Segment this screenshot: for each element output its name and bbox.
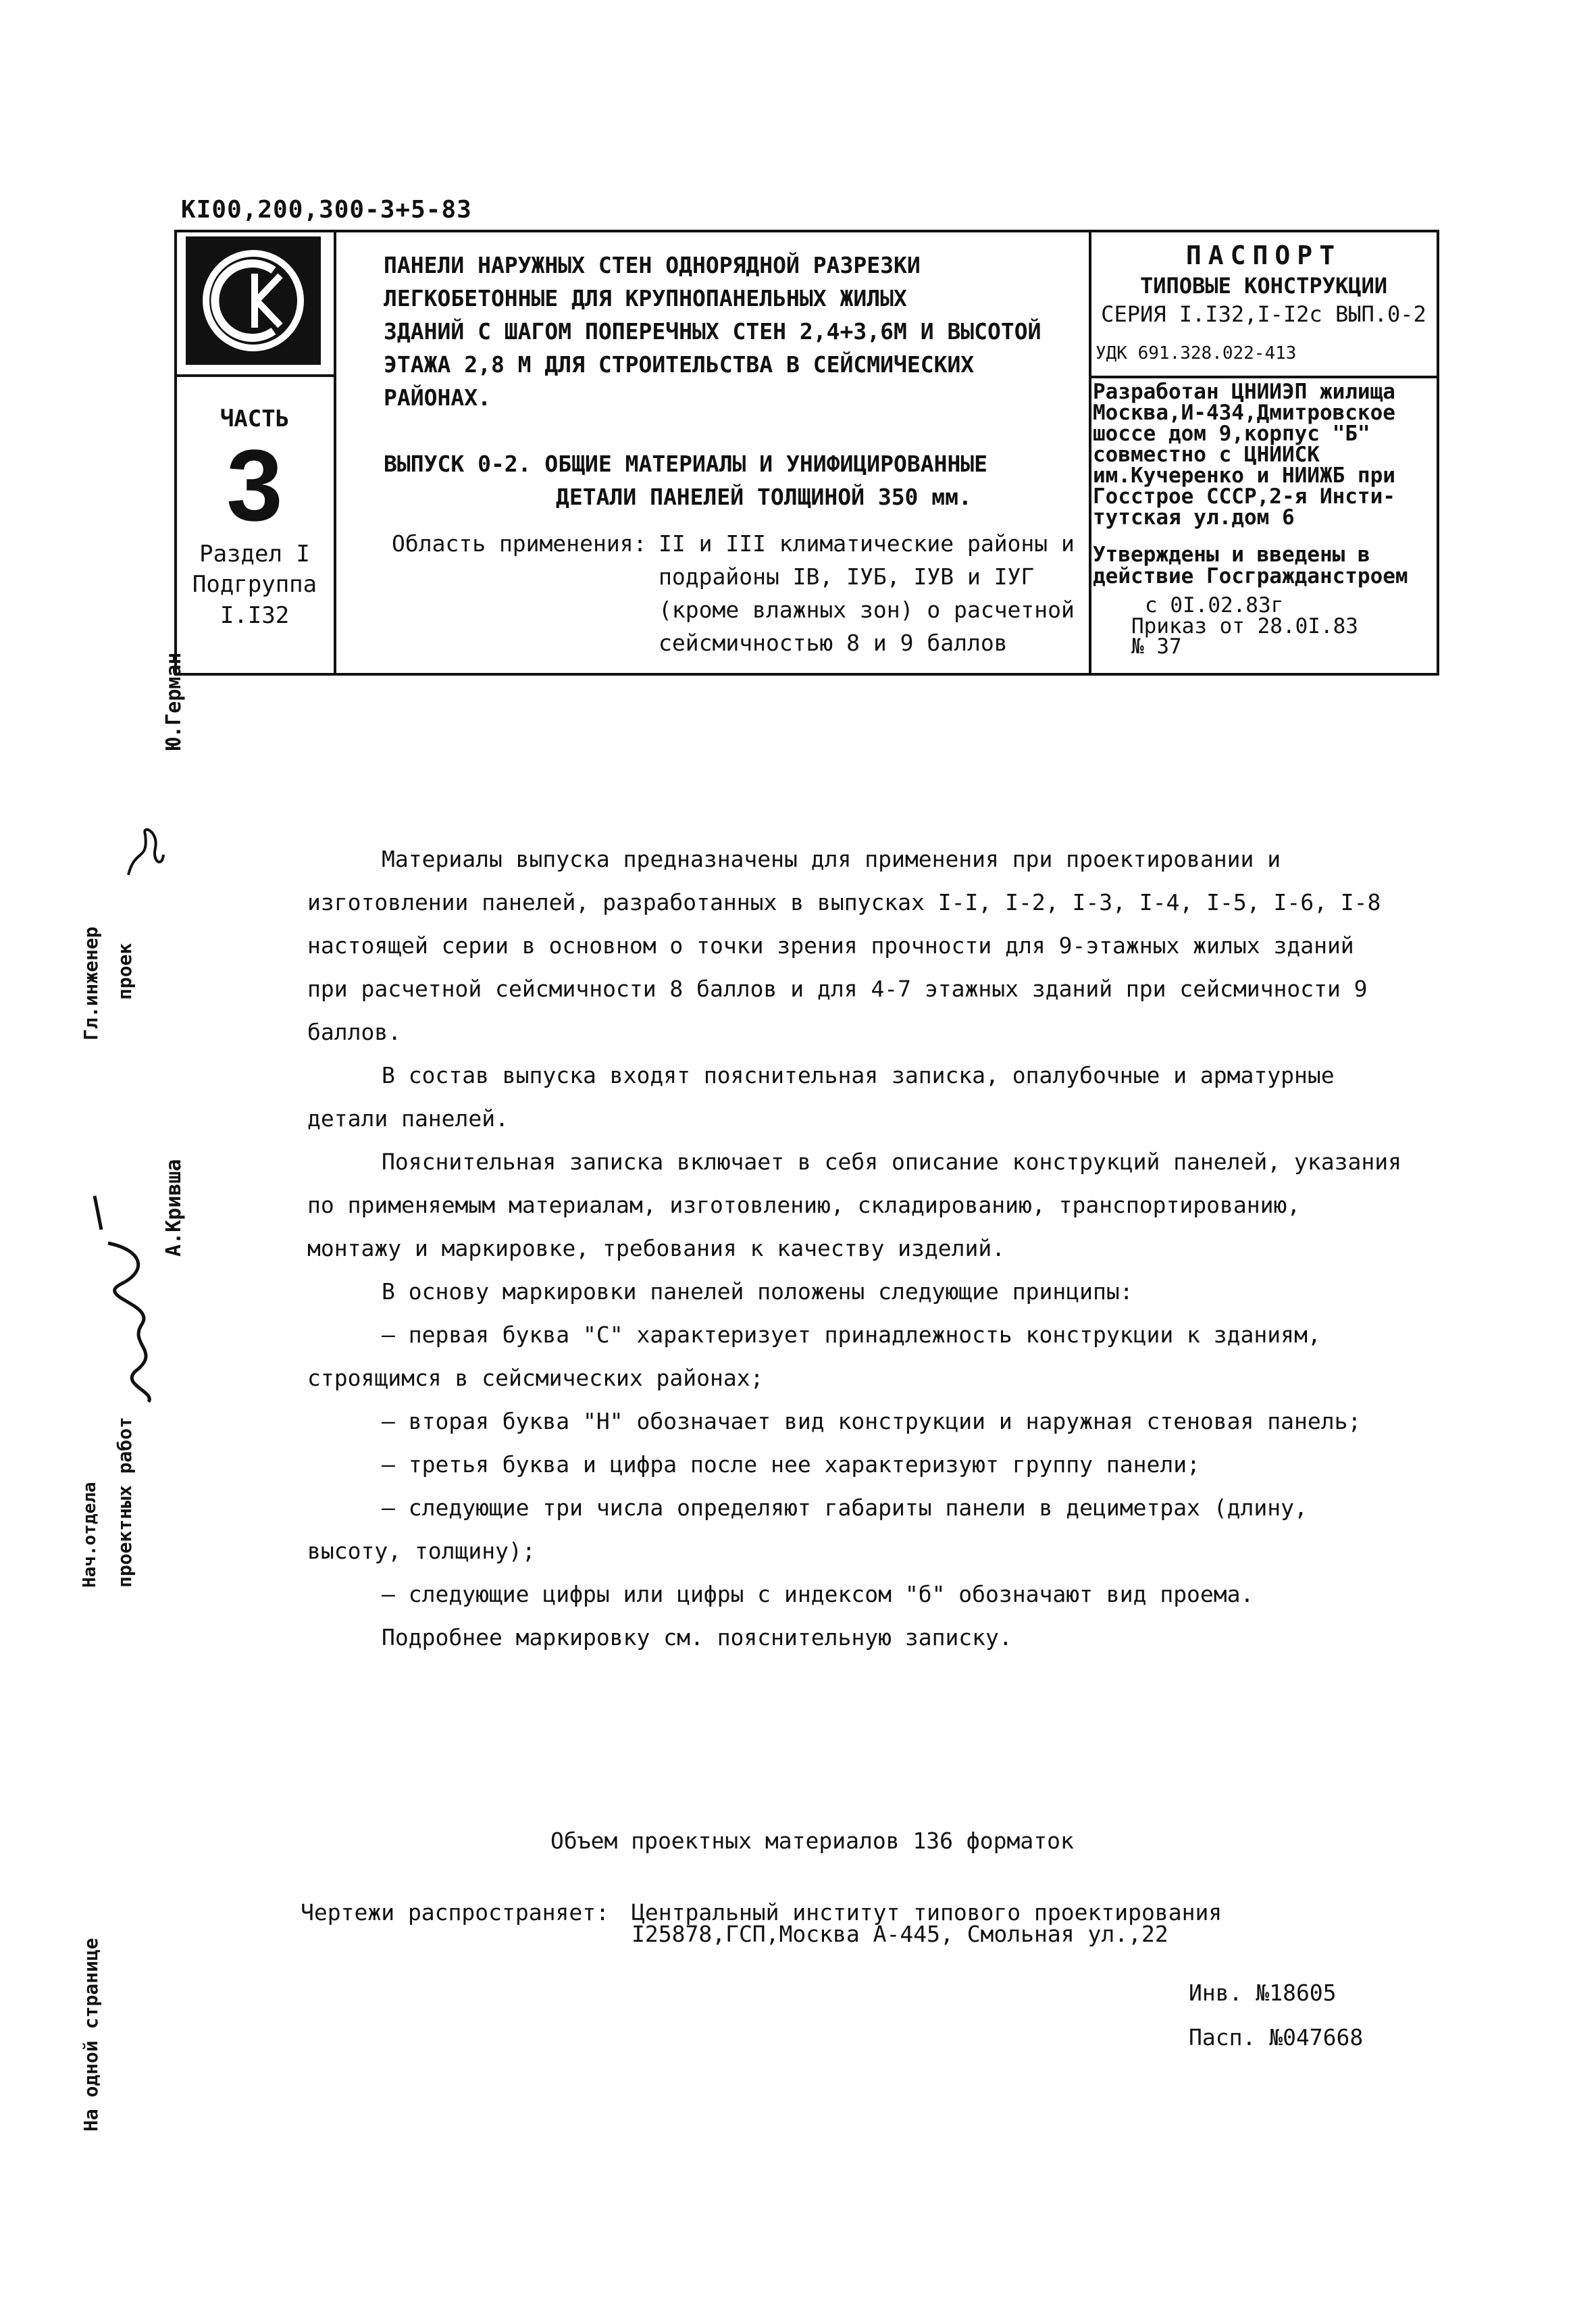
developer-info: Разработан ЦНИИЭП жилища Москва,И-434,Дмитровское шоссе дом 9,корпус "Б" совместно с ЦНИИСК им.Кучеренко и НИИЖБ при Госстрое СССР,2-я Инсти- тутская ул.дом 6: [1093, 380, 1395, 530]
paragraph: Материалы выпуска предназначены для применения при проектировании и изготовлении панелей, разработанных в выпусках I-I, I-2, I-3, I-4, I-5, I-6, I-8 настоящей серии в основном о точки зрения прочности для 9-этажных жилых зданий при расчетной сейсмичности 8 баллов и для 4-7 этажных зданий при сейсмичности 9 баллов.: [307, 846, 1381, 1045]
volume-line: Объем проектных материалов 136 форматок: [550, 1828, 1074, 1854]
approval-info: Утверждены и введены в действие Госгражданстроем: [1093, 543, 1408, 588]
part-block: [177, 405, 332, 632]
list-item: – третья буква и цифра после нее характеризуют группу панели;: [382, 1451, 1200, 1478]
scope-label: Область применения:: [392, 530, 647, 557]
closing-paragraph: Подробнее маркировку см. пояснительную записку.: [382, 1624, 1012, 1651]
order-info: Приказ от 28.0I.83 № 37: [1131, 614, 1358, 659]
distributor-label: Чертежи распространяет:: [301, 1899, 609, 1926]
signer-name-1: Ю.Герман: [162, 652, 186, 750]
passport-type: ТИПОВЫЕ КОНСТРУКЦИИ: [1139, 273, 1388, 299]
paragraph: В состав выпуска входят пояснительная записка, опалубочные и арматурные детали панелей.: [307, 1062, 1335, 1132]
margin-project: проек: [113, 942, 136, 1000]
paragraph: Пояснительная записка включает в себя описание конструкций панелей, указания по применяемым материалам, изготовлению, складированию, транспортированию, монтажу и маркировке, требования к качеству изделий.: [307, 1149, 1401, 1261]
distributor-block: [301, 1899, 1222, 1947]
issue-title: [384, 447, 1066, 513]
passport-head: [1091, 241, 1436, 327]
passport-series: СЕРИЯ I.I32,I-I2с ВЫП.0-2: [1101, 301, 1426, 327]
margin-single-page: На одной странице: [80, 1938, 102, 2132]
part-number: 3: [226, 428, 283, 542]
section-label: Раздел I: [199, 540, 310, 568]
margin-department-head: Нач.отдела: [80, 1482, 100, 1588]
issue-line-1: ВЫПУСК 0-2. ОБЩИЕ МАТЕРИАЛЫ И УНИФИЦИРОВАННЫЕ: [384, 451, 988, 477]
margin-chief-engineer: Гл.инженер: [80, 926, 102, 1040]
document-code: КI00,200,300-3+5-83: [181, 196, 472, 224]
signer-name-2: А.Кривша: [162, 1159, 186, 1257]
subgroup-code: I.I32: [220, 602, 290, 630]
margin-project-works: проектных работ: [113, 1417, 136, 1588]
list-item: – следующие три числа определяют габариты панели в дециметрах (длину, высоту, толщину);: [307, 1494, 1308, 1564]
passport-number: Пасп. №047668: [1189, 2024, 1364, 2051]
list-item: – первая буква "С" характеризует принадлежность конструкции к зданиям, строящимся в сейсмических районах;: [307, 1322, 1321, 1391]
signature-2: [81, 1189, 176, 1408]
subgroup-label: Подгруппа: [192, 571, 317, 599]
scope-text: II и III климатические районы и подрайоны IВ, IУБ, IУВ и IУГ (кроме влажных зон) о расчетной сейсмичностью 8 и 9 баллов: [659, 530, 1075, 656]
main-title: ПАНЕЛИ НАРУЖНЫХ СТЕН ОДНОРЯДНОЙ РАЗРЕЗКИ ЛЕГКОБЕТОННЫЕ ДЛЯ КРУПНОПАНЕЛЬНЫХ ЖИЛЫХ ЗДАНИЙ С ШАГОМ ПОПЕРЕЧНЫХ СТЕН 2,4+3,6М И ВЫСОТОЙ ЭТАЖА 2,8 М ДЛЯ СТРОИТЕЛЬСТВА В СЕЙСМИЧЕСКИХ РАЙОНАХ.: [384, 252, 1041, 411]
udk-code: УДК 691.328.022-413: [1096, 343, 1297, 363]
list-item: – вторая буква "Н" обозначает вид конструкции и наружная стеновая панель;: [382, 1408, 1362, 1434]
signature-1: [122, 821, 169, 884]
scope-row: [392, 527, 1094, 659]
inventory-number: Инв. №18605: [1189, 1980, 1337, 2006]
distributor-text: Центральный институт типового проектирования I25878,ГСП,Москва А-445, Смольная ул.,22: [632, 1899, 1222, 1947]
issue-line-2: ДЕТАЛИ ПАНЕЛЕЙ ТОЛЩИНОЙ 350 мм.: [556, 484, 972, 510]
logo-ck: [186, 236, 321, 365]
approval-date: с 0I.02.83г: [1145, 593, 1284, 618]
list-item: – следующие цифры или цифры с индексом "б" обозначают вид проема.: [382, 1581, 1254, 1607]
paragraph: В основу маркировки панелей положены следующие принципы:: [382, 1278, 1133, 1305]
part-label: ЧАСТЬ: [220, 405, 290, 432]
body-text: [307, 838, 1401, 1659]
passport-title: ПАСПОРТ: [1185, 241, 1342, 270]
